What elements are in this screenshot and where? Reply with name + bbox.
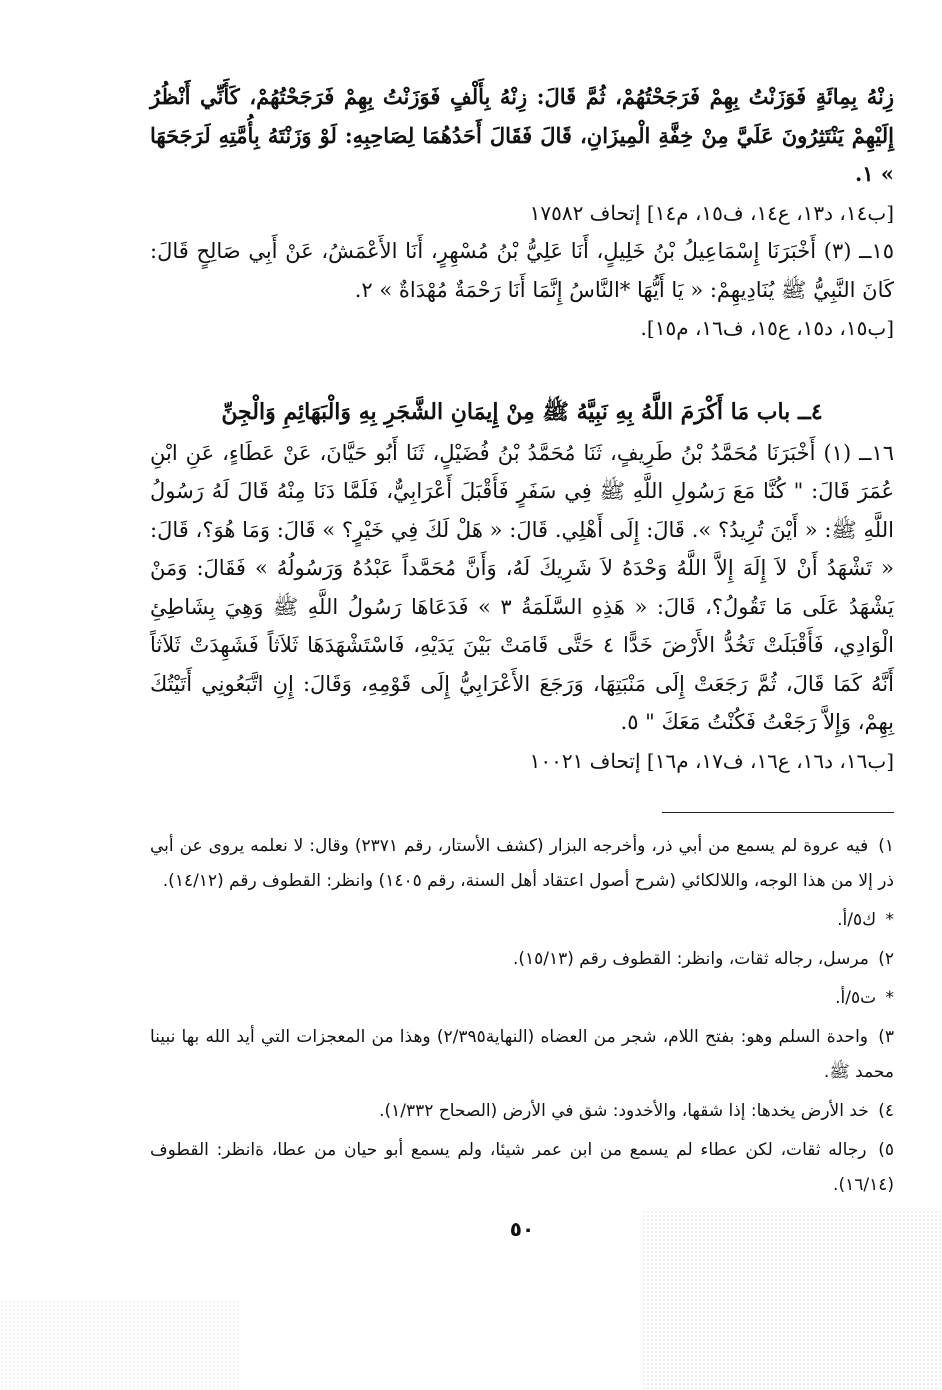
book-page [150,78,894,1241]
hadith-16-text: ١٦ــ (١) أَخْبَرَنَا مُحَمَّدُ بْنُ طَرِيفٍ، ثَنَا مُحَمَّدُ بْنُ فُضَيْلٍ، ثَنَا أَبُو حَيَّانَ، عَنْ عَطَاءٍ، عَنِ ابْنِ عُمَرَ قَالَ: " كُنَّا مَعَ رَسُولِ اللَّهِ ﷺ فِي سَفَرٍ فَأَقْبَلَ أَعْرَابِيٌّ، فَلَمَّا دَنَا مِنْهُ قَالَ لَهُ رَسُولُ اللَّهِ ﷺ: « أَيْنَ تُرِيدُ؟ ». قَالَ: إِلَى أَهْلِي. قَالَ: « هَلْ لَكَ فِي خَيْرٍ؟ » قَالَ: وَمَا هُوَ؟، قَالَ: « تَشْهَدُ أَنْ لاَ إِلَهَ إِلاَّ اللَّهُ وَحْدَهُ لاَ شَرِيكَ لَهُ، وَأَنَّ مُحَمَّداً عَبْدُهُ وَرَسُولُهُ » فَقَالَ: وَمَنْ يَشْهَدُ عَلَى مَا تَقُولُ؟، قَالَ: « هَذِهِ السَّلَمَةُ ٣ » فَدَعَاهَا رَسُولُ اللَّهِ ﷺ وَهِيَ بِشَاطِئِ الْوَادِي، فَأَقْبَلَتْ تَخُدُّ الأَرْضَ خَدًّا ٤ حَتَّى قَامَتْ بَيْنَ يَدَيْهِ، فَاسْتَشْهَدَهَا ثَلاَثاً فَشَهِدَتْ ثَلاَثاً أَنَّهُ كَمَا قَالَ، ثُمَّ رَجَعَتْ إِلَى مَنْبَتِهَا، وَرَجَعَ الأَعْرَابِيُّ إِلَى قَوْمِهِ، وَقَالَ: إِنِ اتَّبَعُونِي أَتَيْتُكَ بِهِمْ، وَإِلاَّ رَجَعْتُ فَكُنْتُ مَعَكَ " ٥. [150,440,894,734]
footnote-marker-b: * ت٥/أ. [835,988,894,1008]
hadith-16-reference: [ب١٦، د١٦، ع١٦، ف١٧، م١٦] إتحاف ١٠٠٢١ [529,748,894,773]
page-number: ٥٠ [509,1217,535,1241]
footnotes [150,829,894,1203]
hadith-15-text: ١٥ــ (٣) أَخْبَرَنَا إِسْمَاعِيلُ بْنُ خَلِيلٍ، أَنَا عَلِيُّ بْنُ مُسْهِرٍ، أَنَا الأَعْمَشُ، عَنْ أَبِي صَالِحٍ قَالَ: كَانَ النَّبِيُّ ﷺ يُنَادِيهِمْ: « يَا أَيُّهَا *النَّاسُ إِنَّمَا أَنَا رَحْمَةٌ مُهْدَاةٌ » ٢. [150,239,894,302]
footnote-4: ٤) خد الأرض يخدها: إذا شقها، والأخدود: شق في الأرض (الصحاح ١/٣٣٢). [379,1101,894,1121]
footnote-1: ١) فيه عروة لم يسمع من أبي ذر، وأخرجه البزار (كشف الأستار، رقم ٢٣٧١) وقال: لا نعلمه يروى عن أبي ذر إلا من هذا الوجه، واللالكائي (شرح أصول اعتقاد أهل السنة، رقم ١٤٠٥) وانظر: القطوف رقم (١٤/١٢). [150,836,894,891]
footnote-5: ٥) رجاله ثقات، لكن عطاء لم يسمع من ابن عمر شيئا، ولم يسمع أبو حيان من عطا، ةانظر: القطوف (١٦/١٤). [150,1140,894,1195]
top-paragraph-reference: [ب١٤، د١٣، ع١٤، ف١٥، م١٤] إتحاف ١٧٥٨٢ [529,200,894,225]
footnote-marker-a: * ك٥/أ. [837,910,894,930]
footnote-2: ٢) مرسل، رجاله ثقات، وانظر: القطوف رقم (١٥/١٣). [512,949,894,969]
footnote-3: ٣) واحدة السلم وهو: بفتح اللام، شجر من العضاه (النهاية٢/٣٩٥) وهذا من المعجزات التي أيد الله بها نبينا محمد ﷺ. [150,1027,894,1082]
hadith-15-reference: [ب١٥، د١٥، ع١٥، ف١٦، م١٥]. [640,316,894,340]
footnote-divider [662,812,894,813]
scan-noise [642,1210,942,1390]
chapter-heading: ٤ــ باب مَا أَكْرَمَ اللَّهُ بِهِ نَبِيَّهُ ﷺ مِنْ إِيمَانِ الشَّجَرِ بِهِ وَالْبَهَائِمِ وَالْجِنِّ [221,398,823,425]
top-paragraph: زِنْهُ بِمِائَةٍ فَوَزَنْتُ بِهِمْ فَرَجَحْتُهُمْ، ثُمَّ قَالَ: زِنْهُ بِأَلْفٍ فَوَزَنْتُ بِهِمْ فَرَجَحْتُهُمْ، كَأَنِّي أَنْظُرُ إِلَيْهِمْ يَنْتَثِرُونَ عَلَيَّ مِنْ خِفَّةِ الْمِيزَانِ، قَالَ فَقَالَ أَحَدُهُمَا لِصَاحِبِهِ: لَوْ وَزَنْتَهُ بِأُمَّتِهِ لَرَجَحَهَا » ١. [150,84,894,186]
scan-noise-left [0,1300,240,1390]
